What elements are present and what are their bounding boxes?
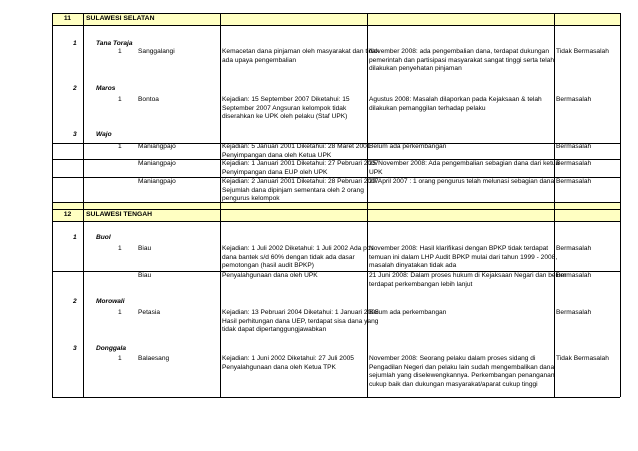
progress-line[interactable]: Belum ada perkembangan bbox=[369, 143, 447, 150]
event-line[interactable]: Kejadian: 1 Juni 2002 Diketahui: 27 Juli 2005 bbox=[222, 355, 354, 362]
group-index: 2 bbox=[73, 298, 77, 305]
province-name: SULAWESI SELATAN bbox=[86, 15, 155, 22]
progress-line[interactable]: dilakukan penyehatan pinjaman bbox=[369, 65, 462, 73]
location[interactable]: Petasia bbox=[138, 309, 160, 316]
row-number: 1 bbox=[118, 96, 122, 103]
progress-line[interactable]: 25 November 2008: Ada pengembalian sebagian dana dari ketua bbox=[369, 160, 560, 167]
progress-line[interactable]: November 2008: Seorang pelaku dalam proses sidang di bbox=[369, 355, 536, 362]
column-border bbox=[83, 13, 84, 397]
progress-line[interactable]: 21 Juni 2008: Dalam proses hukum di Kejaksaan Negari dan belum bbox=[369, 272, 567, 279]
status-cell[interactable]: Bermasalah bbox=[556, 272, 592, 279]
district-name: Donggala bbox=[96, 345, 127, 352]
event-line[interactable]: dana bantek s/d 60% dengan tidak ada dasar bbox=[222, 253, 355, 261]
progress-line[interactable]: November 2008: Hasil klarifikasi dengan BPKP tidak terdapat bbox=[369, 245, 549, 252]
row-border bbox=[52, 159, 620, 160]
location[interactable]: Maniangpajo bbox=[138, 143, 176, 150]
progress-line[interactable]: temuan ini dalam LHP Audit BPKP mulai dari tahun 1999 - 2008, bbox=[369, 253, 558, 261]
group-index: 3 bbox=[73, 131, 77, 138]
province-name: SULAWESI TENGAH bbox=[86, 211, 153, 218]
progress-line[interactable]: pemerintah dan partisipasi masyarakat sangat tinggi serta telah bbox=[369, 56, 555, 64]
district-name: Buol bbox=[96, 234, 111, 241]
row-border bbox=[52, 143, 620, 144]
event-line[interactable]: pemotongan (hasil audit BPKP) bbox=[222, 262, 315, 270]
row-border bbox=[52, 271, 620, 272]
group-index: 1 bbox=[73, 234, 77, 241]
event-line[interactable]: Kejadian: 5 Januari 2001 Diketahui: 28 Maret 2001 bbox=[222, 143, 371, 150]
event-line[interactable]: diserahkan ke UPK oleh pelaku (Staf UPK) bbox=[222, 113, 348, 121]
progress-line[interactable]: sejumlah yang diselewengkannya. Perkembangan penanganan bbox=[369, 372, 555, 380]
status-cell[interactable]: Tidak Bermasalah bbox=[556, 355, 609, 362]
column-border bbox=[367, 13, 368, 397]
progress-line[interactable]: 20 April 2007 : 1 orang pengurus telah melunasi sebagian dana bbox=[369, 178, 555, 185]
status-cell[interactable]: Bermasalah bbox=[556, 143, 592, 150]
district-name: Tana Toraja bbox=[96, 40, 133, 47]
column-border bbox=[220, 13, 221, 397]
row-border bbox=[52, 177, 620, 178]
event-line[interactable]: Kejadian: 15 September 2007 Diketahui: 15 bbox=[222, 96, 350, 103]
column-border bbox=[554, 13, 555, 397]
column-border bbox=[620, 13, 621, 397]
event-line[interactable]: Penyimpangan dana oleh Ketua UPK bbox=[222, 151, 332, 159]
group-index: 1 bbox=[73, 40, 77, 47]
group-index: 2 bbox=[73, 85, 77, 92]
group-index: 3 bbox=[73, 345, 77, 352]
status-cell[interactable]: Bermasalah bbox=[556, 245, 592, 252]
location[interactable]: Biau bbox=[138, 272, 152, 279]
district-name: Maros bbox=[96, 85, 116, 92]
province-row[interactable] bbox=[52, 209, 620, 222]
row-number: 1 bbox=[118, 245, 122, 252]
row-border bbox=[52, 202, 620, 203]
row-number: 1 bbox=[118, 309, 122, 316]
district-name: Morowali bbox=[96, 298, 125, 305]
table-bottom-border bbox=[52, 397, 620, 398]
location[interactable]: Balaesang bbox=[138, 355, 170, 362]
district-name: Wajo bbox=[96, 131, 112, 138]
event-line[interactable]: September 2007 Angsuran kelompok tidak bbox=[222, 104, 347, 112]
progress-line[interactable]: November 2008: ada pengembalian dana, terdapat dukungan bbox=[369, 48, 549, 55]
location[interactable]: Maniangpajo bbox=[138, 178, 176, 185]
event-line[interactable]: Kejadian: 1 Januari 2001 Diketahui: 27 Pebruari 2007 bbox=[222, 160, 379, 167]
progress-line[interactable]: Belum ada perkembangan bbox=[369, 309, 447, 316]
location[interactable]: Sanggalangi bbox=[138, 48, 175, 55]
event-line[interactable]: tidak dapat dipertanggungjawabkan bbox=[222, 326, 327, 334]
row-number: 1 bbox=[118, 355, 122, 362]
progress-line[interactable]: Agustus 2008: Masalah dilaporkan pada Kejaksaan & telah bbox=[369, 96, 542, 103]
event-line[interactable]: Hasil perhitungan dana UEP, terdapat sisa dana yang bbox=[222, 317, 379, 325]
progress-line[interactable]: masalah dinyatakan tidak ada bbox=[369, 262, 457, 270]
event-line[interactable]: Sejumlah dana dipinjam sementara oleh 2 orang bbox=[222, 186, 364, 194]
event-line[interactable]: Penyalahgunaan dana oleh UPK bbox=[222, 272, 318, 279]
status-cell[interactable]: Bermasalah bbox=[556, 96, 592, 103]
location[interactable]: Maniangpajo bbox=[138, 160, 176, 167]
event-line[interactable]: Kejadian: 1 Juli 2002 Diketahui: 1 Juli 2002 Ada pos bbox=[222, 245, 374, 252]
event-line[interactable]: Kejadian: 13 Pebruari 2004 Diketahui: 1 Januari 2005 bbox=[222, 309, 379, 316]
section-spacer bbox=[52, 202, 620, 209]
row-number: 1 bbox=[118, 48, 122, 55]
location[interactable]: Bontoa bbox=[138, 96, 159, 103]
event-line[interactable]: pengurus kelompok bbox=[222, 195, 280, 203]
event-line[interactable]: Kejadian: 2 Januari 2001 Diketahui: 28 Pebruari 2007 bbox=[222, 178, 379, 185]
progress-line[interactable]: Pengadilan Negeri dan pelaku lain sudah mengembalikan dana bbox=[369, 363, 555, 371]
status-cell[interactable]: Bermasalah bbox=[556, 178, 592, 185]
province-number: 11 bbox=[63, 15, 72, 22]
progress-line[interactable]: dilakukan pemanggilan terhadap pelaku bbox=[369, 104, 486, 112]
province-row[interactable] bbox=[52, 13, 620, 26]
row-number: 1 bbox=[118, 143, 122, 150]
event-line[interactable]: Penyimpangan dana EUP oleh UPK bbox=[222, 168, 328, 176]
province-number: 12 bbox=[63, 211, 72, 218]
progress-line[interactable]: cukup baik dan dukungan masyarakat/aparat cukup tinggi bbox=[369, 380, 538, 388]
status-cell[interactable]: Bermasalah bbox=[556, 160, 592, 167]
progress-line[interactable]: terdapat perkembangan lebih lanjut bbox=[369, 280, 473, 288]
status-cell[interactable]: Bermasalah bbox=[556, 309, 592, 316]
event-line[interactable]: Kemacetan dana pinjaman oleh masyarakat dan tidak bbox=[222, 48, 380, 55]
event-line[interactable]: Penyalahgunaan dana oleh Ketua TPK bbox=[222, 363, 336, 371]
event-line[interactable]: ada upaya pengembalian bbox=[222, 56, 297, 64]
progress-line[interactable]: UPK bbox=[369, 168, 383, 176]
column-border bbox=[52, 13, 53, 397]
status-cell[interactable]: Tidak Bermasalah bbox=[556, 48, 609, 55]
location[interactable]: Biau bbox=[138, 245, 152, 252]
